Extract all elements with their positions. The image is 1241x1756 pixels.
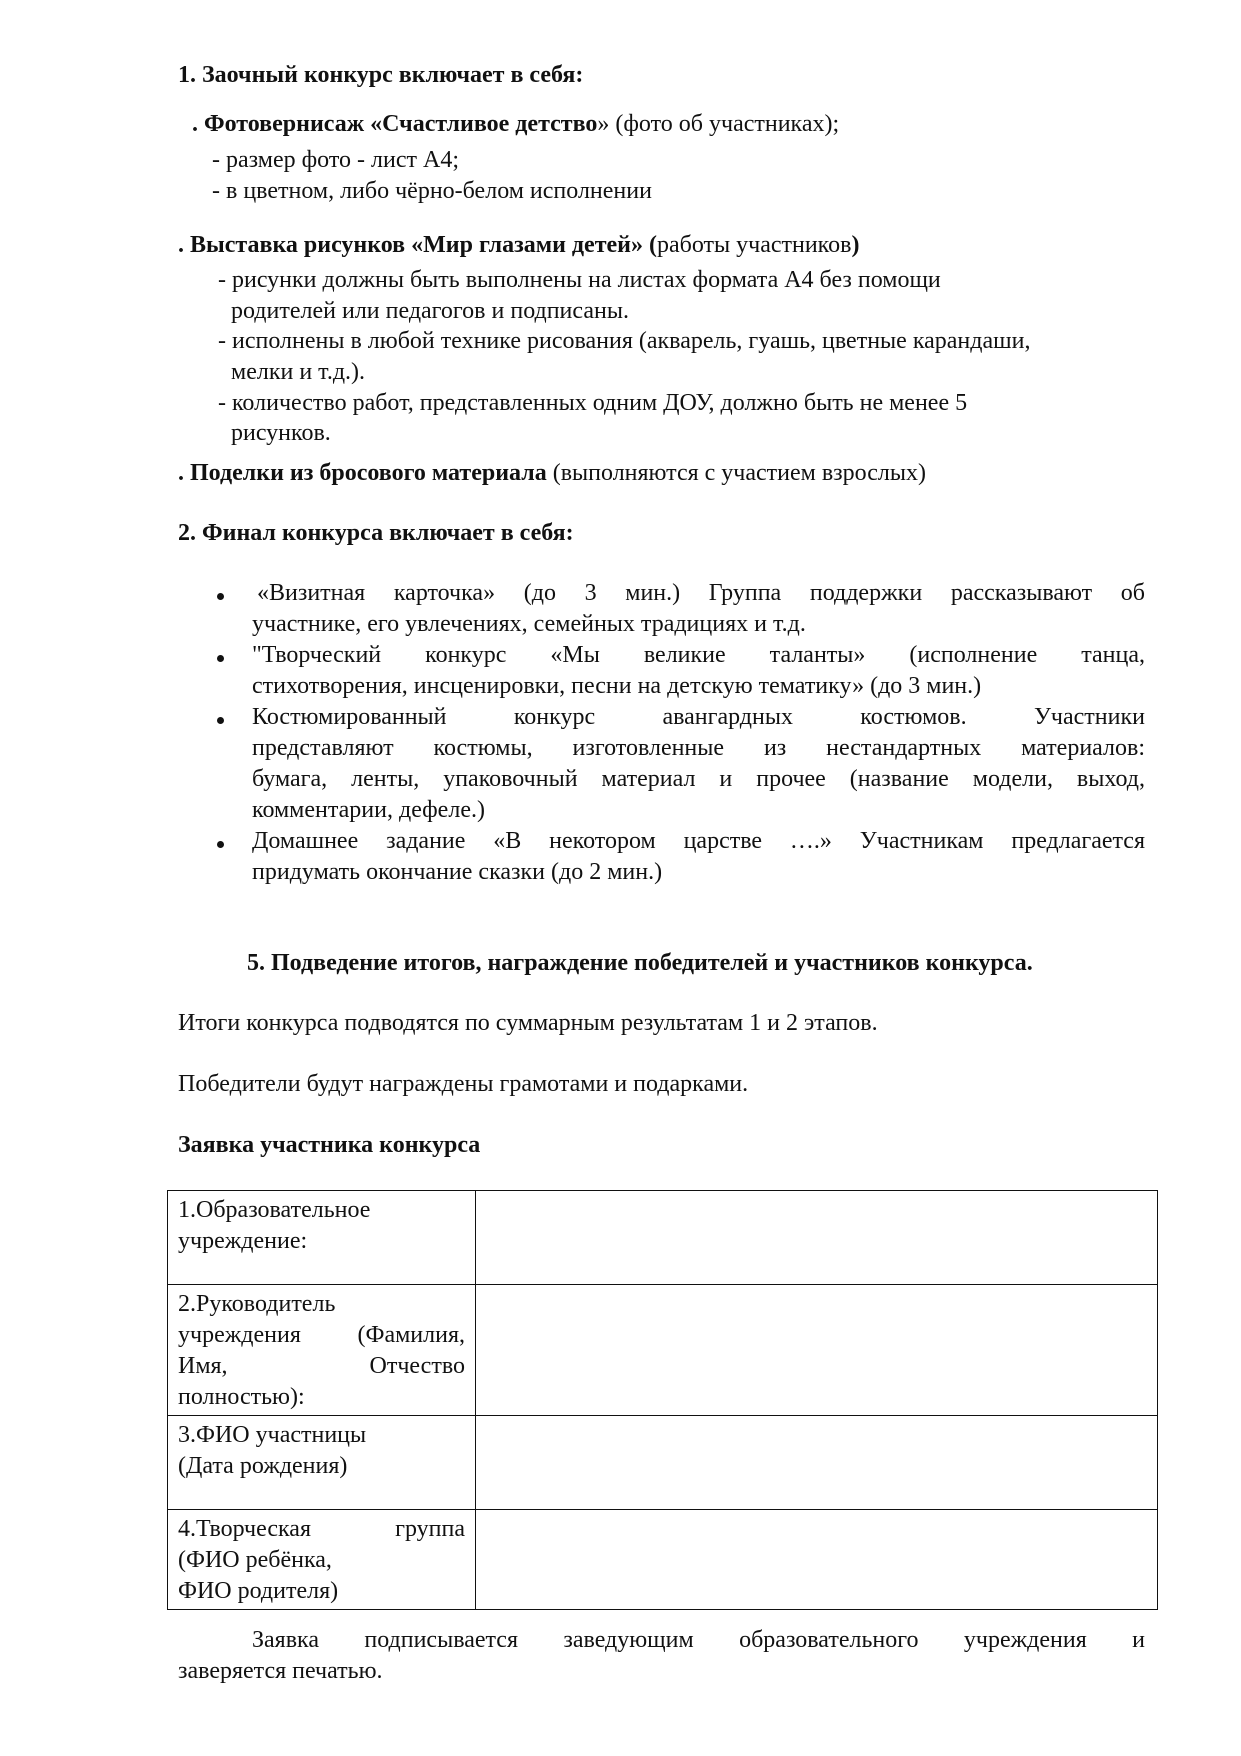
crafts-description: (выполняются с участием взрослых) — [546, 460, 926, 486]
crafts-contest-line — [178, 458, 926, 489]
drawings-line: мелки и т.д.). — [231, 359, 366, 385]
drawings-line: - количество работ, представленных одним ДОУ, должно быть не менее 5 — [218, 390, 968, 416]
photo-item-color: - в цветном, либо чёрно-белом исполнении — [212, 178, 652, 204]
drawings-description: работы участников — [656, 232, 852, 258]
application-heading: Заявка участника конкурса — [178, 1132, 481, 1158]
section5-heading: 5. Подведение итогов, награждение победителей и участников конкурса. — [247, 950, 1033, 976]
table-row — [168, 1191, 1158, 1285]
winners-text: Победители будут награждены грамотами и подарками. — [178, 1071, 749, 1097]
section1-heading: 1. Заочный конкурс включает в себя: — [178, 62, 584, 88]
final-item-line: представляют костюмы, изготовленные из нестандартных материалов: — [252, 735, 1145, 761]
final-item-line: "Творческий конкурс «Мы великие таланты» (исполнение танца, — [252, 642, 1145, 668]
drawings-line: - исполнены в любой технике рисования (акварель, гуашь, цветные карандаши, — [218, 328, 1031, 354]
photo-title: Фотовернисаж «Счастливое детство — [204, 111, 598, 137]
application-footer-line: Заявка подписывается заведующим образовательного учреждения и — [252, 1627, 1145, 1653]
row-label-institution: 1.Образовательное учреждение: — [168, 1191, 476, 1285]
final-item-line: придумать окончание сказки (до 2 мин.) — [252, 859, 663, 885]
row-value-creative-group[interactable] — [476, 1510, 1158, 1610]
drawings-line: родителей или педагогов и подписаны. — [231, 298, 629, 324]
final-item-line: участнике, его увлечениях, семейных традициях и т.д. — [252, 611, 806, 637]
application-footer-line: заверяется печатью. — [178, 1658, 383, 1684]
row-label-participant: 3.ФИО участницы (Дата рождения) — [168, 1416, 476, 1510]
application-form-table — [167, 1190, 1158, 1610]
crafts-bullet: . — [178, 460, 184, 486]
photo-description: (фото об участниках); — [609, 111, 840, 137]
drawings-bullet: . — [178, 232, 184, 258]
drawings-line: - рисунки должны быть выполнены на листах формата А4 без помощи — [218, 267, 941, 293]
bullet-dot — [217, 655, 224, 662]
row-label-director: 2.Руководитель учреждения (Фамилия, Имя, Отчество полностью): — [168, 1285, 476, 1416]
section2-heading: 2. Финал конкурса включает в себя: — [178, 520, 574, 546]
photo-item-size: - размер фото - лист А4; — [212, 147, 459, 173]
results-text: Итоги конкурса подводятся по суммарным результатам 1 и 2 этапов. — [178, 1010, 878, 1036]
row-value-institution[interactable] — [476, 1191, 1158, 1285]
row-value-participant[interactable] — [476, 1416, 1158, 1510]
final-item-line: бумага, ленты, упаковочный материал и прочее (название модели, выход, — [252, 766, 1145, 792]
drawings-title: Выставка рисунков «Мир глазами детей» ( — [190, 232, 657, 258]
drawings-contest-line: . Выставка рисунков «Мир глазами детей» (работы участников) — [178, 232, 860, 258]
final-item-line: Костюмированный конкурс авангардных костюмов. Участники — [252, 704, 1145, 730]
final-item-line: Домашнее задание «В некотором царстве ….» Участникам предлагается — [252, 828, 1145, 854]
row-label-creative-group: 4.Творческая группа (ФИО ребёнка, ФИО родителя) — [168, 1510, 476, 1610]
drawings-line: рисунков. — [231, 420, 331, 446]
final-item-line: «Визитная карточка» (до 3 мин.) Группа поддержки рассказывают об — [257, 580, 1145, 606]
photo-contest-line: . Фотовернисаж «Счастливое детство» (фото об участниках); — [192, 111, 840, 137]
photo-bullet: . — [192, 111, 198, 137]
crafts-title: Поделки из бросового материала — [190, 460, 547, 486]
table-row — [168, 1285, 1158, 1416]
table-row — [168, 1416, 1158, 1510]
bullet-dot — [217, 841, 224, 848]
bullet-dot — [217, 717, 224, 724]
final-item-line: комментарии, дефеле.) — [252, 797, 485, 823]
row-value-director[interactable] — [476, 1285, 1158, 1416]
final-item-line: стихотворения, инсценировки, песни на детскую тематику» (до 3 мин.) — [252, 673, 982, 699]
bullet-dot — [217, 593, 224, 600]
table-row — [168, 1510, 1158, 1610]
